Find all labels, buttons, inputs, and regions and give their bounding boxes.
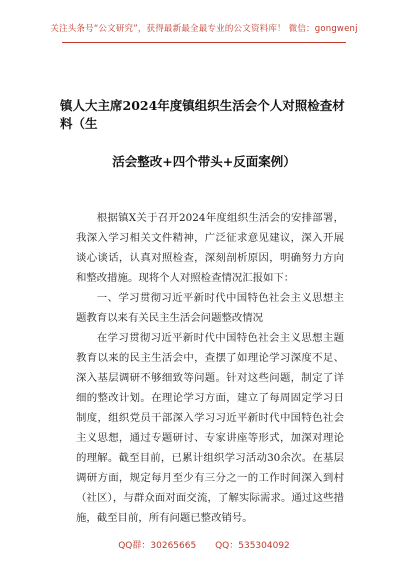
document-title-line-1: 镇人大主席2024年度镇组织生活会个人对照检查材料（生 [60, 98, 345, 131]
footer-qq: QQ：535304092 [215, 541, 290, 551]
footer-contact [0, 538, 408, 551]
header-divider [62, 42, 346, 43]
document-body [76, 208, 344, 528]
paragraph-intro: 根据镇X关于召开2024年度组织生活会的安排部署，我深入学习相关文件精神，广泛征求意见建议，深入开展谈心谈话，认真对照检查，深刻剖析原因，明确努力方向和整改措施。现将个人对照检查情况汇报如下： [76, 212, 344, 284]
header-watermark-note: 关注头条号“公文研究”，获得最新最全最专业的公文资料库！ 微信：gongwenj [50, 24, 358, 34]
footer-qq-group: QQ群：30265665 [118, 541, 197, 551]
paragraph-rectification: 在学习贯彻习近平新时代中国特色社会主义思想主题教育以来的民主生活会中，查摆了如理论学习深度不足、深入基层调研不够细致等问题。针对这些问题，制定了详细的整改计划。在理论学习方面，建立了每周固定学习日制度，组织党员干部深入学习习近平新时代中国特色社会主义思想，通过专题研讨、专家讲座等形式，加深对理论的理解。截至目前，已累计组织学习活动30余次。在基层调研方面，规定每月至少有三分之一的工作时间深入到村（社区），与群众面对面交流，了解实际需求。通过这些措施，截至目前，所有问题已整改销号。 [76, 332, 344, 524]
paragraph-section-heading: 一、学习贯彻习近平新时代中国特色社会主义思想主题教育以来有关民主生活会问题整改情况 [76, 292, 344, 324]
document-title-line-2: 活会整改+四个带头+反面案例） [112, 154, 296, 169]
